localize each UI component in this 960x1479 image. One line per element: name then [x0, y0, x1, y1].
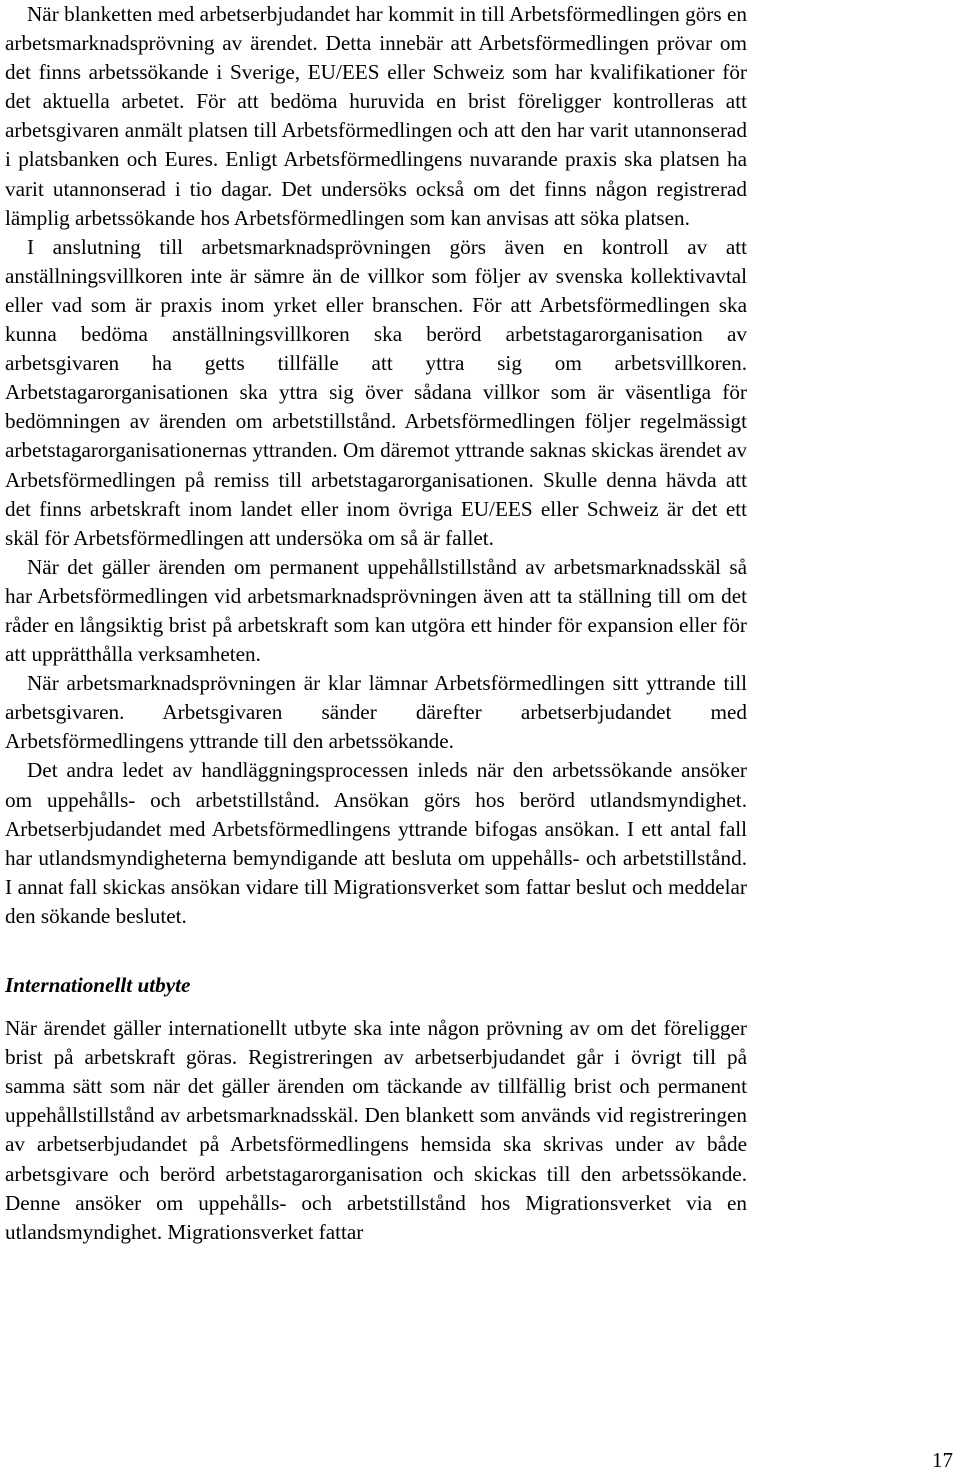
- paragraph-5: Det andra ledet av handläggningsprocessen inleds när den arbetssökande ansöker om uppehålls- och arbetstillstånd. Ansökan görs hos berörd utlandsmyndighet. Arbetserbjudandet med Arbetsförmedlingens yttrande bifogas ansökan. I ett antal fall har utlandsmyndigheterna bemyndigande att besluta om uppehålls- och arbetstillstånd. I annat fall skickas ansökan vidare till Migrationsverket som fattar beslut och meddelar den sökande beslutet.: [5, 758, 747, 928]
- document-body: [5, 0, 747, 1247]
- paragraph-3: När det gäller ärenden om permanent uppehållstillstånd av arbetsmarknadsskäl så har Arbetsförmedlingen vid arbetsmarknadsprövningen även att ta ställning till om det råder en långsiktig brist på arbetskraft som kan utgöra ett hinder för expansion eller för att upprätthålla verksamheten.: [5, 554, 747, 667]
- section-heading: Internationellt utbyte: [5, 973, 191, 997]
- paragraph-6: När ärendet gäller internationellt utbyte ska inte någon prövning av om det föreligger brist på arbetskraft göras. Registreringen av arbetserbjudandet går i övrigt till på samma sätt som när det gäller ärenden om täckande av tillfällig brist och permanent uppehållstillstånd av arbetsmarknadsskäl. Den blankett som används vid registreringen av arbetserbjudandet på Arbetsförmedlingens hemsida ska skrivas under av både arbetsgivare och berörd arbetstagarorganisation och skickas till den arbetssökande. Denne ansöker om uppehålls- och arbetstillstånd hos Migrationsverket via en utlandsmyndighet. Migrationsverket fattar: [5, 1016, 747, 1244]
- paragraph-1: När blanketten med arbetserbjudandet har kommit in till Arbetsförmedlingen görs en arbetsmarknadsprövning av ärendet. Detta innebär att Arbetsförmedlingen prövar om det finns arbetssökande i Sverige, EU/EES eller Schweiz som har kvalifikationer för det aktuella arbetet. För att bedöma huruvida en brist föreligger kontrolleras att arbetsgivaren anmält platsen till Arbetsförmedlingen och att den har varit utannonserad i platsbanken och Eures. Enligt Arbetsförmedlingens nuvarande praxis ska platsen ha varit utannonserad i tio dagar. Det undersöks också om det finns någon registrerad lämplig arbetssökande hos Arbetsförmedlingen som kan anvisas att söka platsen.: [5, 2, 747, 230]
- paragraph-4: När arbetsmarknadsprövningen är klar lämnar Arbetsförmedlingen sitt yttrande till arbetsgivaren. Arbetsgivaren sänder därefter arbetserbjudandet med Arbetsförmedlingens yttrande till den arbetssökande.: [5, 671, 747, 754]
- paragraph-2: I anslutning till arbetsmarknadsprövningen görs även en kontroll av att anställningsvillkoren inte är sämre än de villkor som följer av svenska kollektivavtal eller vad som är praxis inom yrket eller branschen. För att Arbetsförmedlingen ska kunna bedöma anställningsvillkoren ska berörd arbetstagarorganisation av arbetsgivaren ha getts tillfälle att yttra sig om arbetsvillkoren. Arbetstagarorganisationen ska yttra sig över sådana villkor som är väsentliga för bedömningen av ärenden om arbetstillstånd. Arbetsförmedlingen följer regelmässigt arbetstagarorganisationernas yttranden. Om däremot yttrande saknas skickas ärendet av Arbetsförmedlingen på remiss till arbetstagarorganisationen. Skulle denna hävda att det finns arbetskraft inom landet eller inom övriga EU/EES eller Schweiz är det ett skäl för Arbetsförmedlingen att undersöka om så är fallet.: [5, 234, 747, 550]
- page-number: 17: [932, 1448, 953, 1472]
